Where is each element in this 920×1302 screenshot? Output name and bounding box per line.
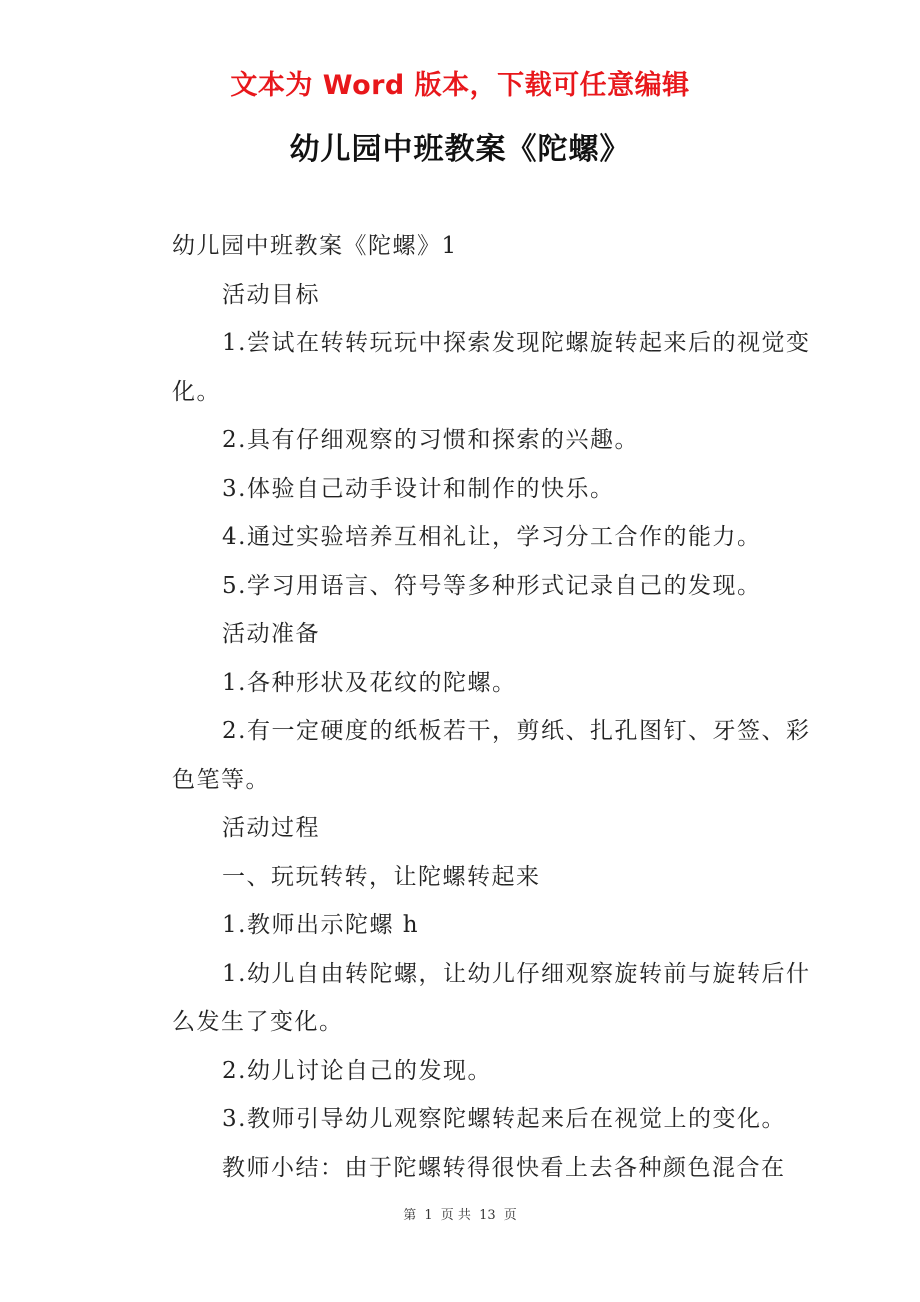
step-item-2: 2.幼儿讨论自己的发现。 [222,1057,492,1084]
process-heading: 活动过程 [222,815,320,841]
page-footer [0,1206,920,1226]
goal-item-1: 1.尝试在转转玩玩中探索发现陀螺旋转起来后的视觉变化。 [172,330,811,405]
footer-total-pages: 13 [479,1208,496,1223]
step-item-1: 1.教师出示陀螺 h [222,912,420,938]
prep-item-1: 1.各种形状及花纹的陀螺。 [222,669,517,696]
goal-item-2: 2.具有仔细观察的习惯和探索的兴趣。 [222,427,639,453]
goal-item-4: 4.通过实验培养互相礼让，学习分工合作的能力。 [222,524,762,550]
goal-item-3: 3.体验自己动手设计和制作的快乐。 [222,475,615,502]
footer-prefix: 第 [403,1208,417,1223]
step-item-1b: 1.幼儿自由转陀螺，让幼儿仔细观察旋转前与旋转后什么发生了变化。 [172,960,811,1035]
goal-item-5: 5.学习用语言、符号等多种形式记录自己的发现。 [222,572,762,599]
section-heading: 幼儿园中班教案《陀螺》1 [172,233,458,259]
footer-current-page: 1 [424,1208,433,1223]
goals-heading: 活动目标 [222,281,320,308]
step-heading: 一、玩玩转转，让陀螺转起来 [222,863,541,890]
document-body [172,222,812,1192]
document-title: 幼儿园中班教案《陀螺》 [289,132,631,167]
prep-item-2: 2.有一定硬度的纸板若干，剪纸、扎孔图钉、牙签、彩色笔等。 [172,718,811,793]
editable-notice-banner: 文本为 Word 版本，下载可任意编辑 [230,70,690,101]
prep-heading: 活动准备 [222,621,320,647]
footer-suffix: 页 [503,1208,517,1223]
footer-mid: 页 共 [440,1208,471,1223]
teacher-summary: 教师小结：由于陀螺转得很快看上去各种颜色混合在 [222,1154,786,1181]
step-item-3: 3.教师引导幼儿观察陀螺转起来后在视觉上的变化。 [222,1106,786,1132]
